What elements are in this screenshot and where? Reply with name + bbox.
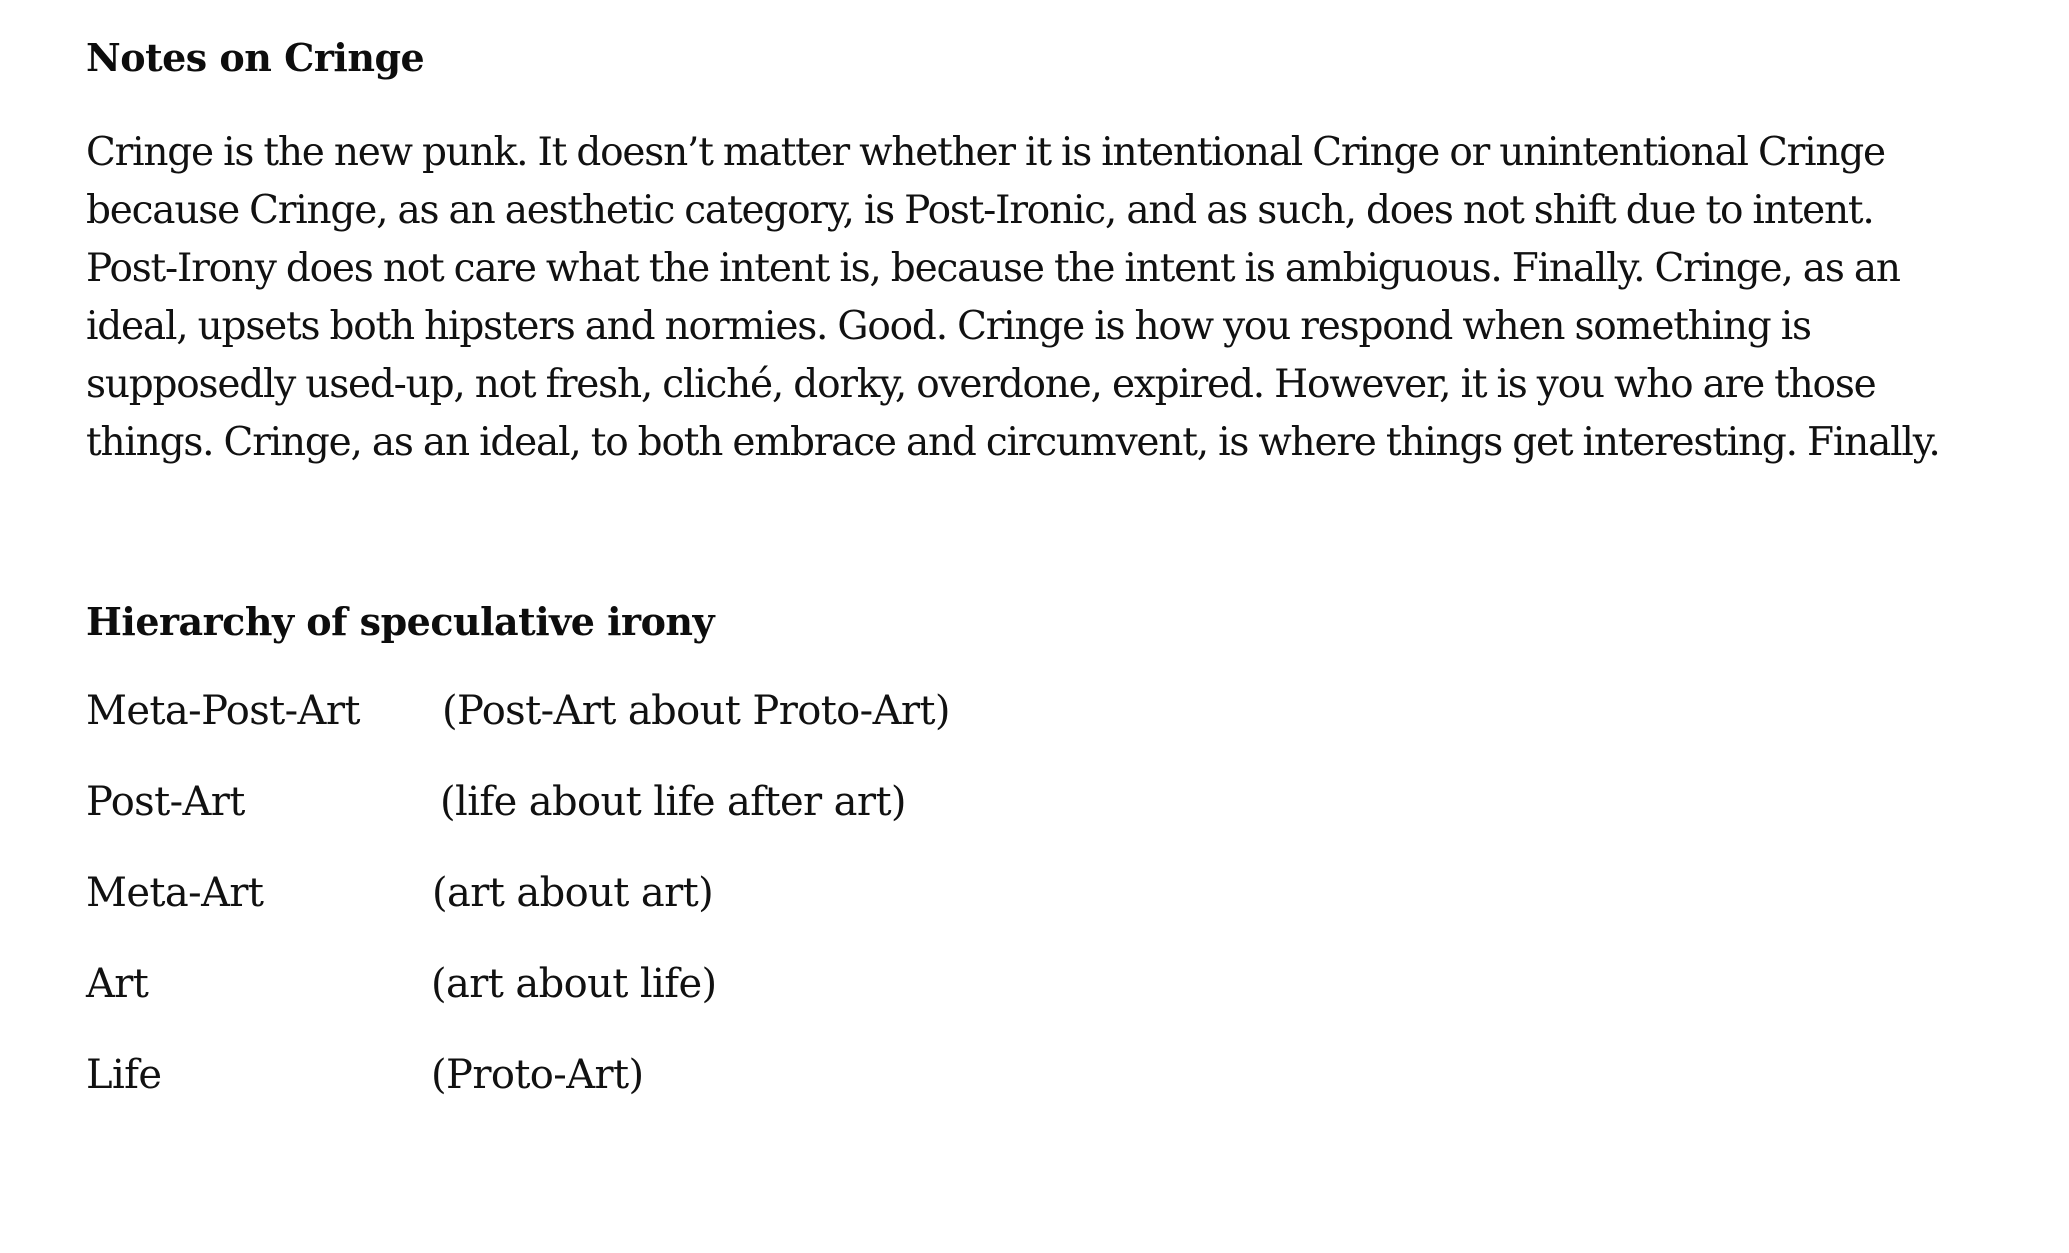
hierarchy-term: Art xyxy=(86,961,149,1007)
hierarchy-term: Meta-Art xyxy=(86,870,264,916)
paragraph-line: supposedly used-up, not fresh, cliché, dorky, overdone, expired. However, it is you who are those xyxy=(86,362,1876,407)
hierarchy-term: Post-Art xyxy=(86,779,245,825)
paragraph-line: ideal, upsets both hipsters and normies. Good. Cringe is how you respond when something is xyxy=(86,304,1811,349)
paragraph-line: Post-Irony does not care what the intent is, because the intent is ambiguous. Finally. Cringe, as an xyxy=(86,246,1900,291)
hierarchy-row xyxy=(86,1050,1286,1141)
cringe-paragraph xyxy=(86,124,2046,472)
hierarchy-term: Meta-Post-Art xyxy=(86,688,360,734)
hierarchy-row xyxy=(86,868,1286,959)
hierarchy-row xyxy=(86,686,1286,777)
hierarchy-description: (art about life) xyxy=(431,961,717,1007)
hierarchy-row xyxy=(86,777,1286,868)
hierarchy-description: (Post-Art about Proto-Art) xyxy=(442,688,950,734)
hierarchy-row xyxy=(86,959,1286,1050)
hierarchy-term: Life xyxy=(86,1052,162,1098)
document-title: Notes on Cringe xyxy=(86,35,425,80)
paragraph-line: because Cringe, as an aesthetic category, is Post-Ironic, and as such, does not shift due to intent. xyxy=(86,188,1874,233)
paragraph-line: things. Cringe, as an ideal, to both embrace and circumvent, is where things get interesting. Finally. xyxy=(86,420,1940,465)
hierarchy-description: (life about life after art) xyxy=(440,779,906,825)
hierarchy-description: (Proto-Art) xyxy=(431,1052,644,1098)
hierarchy-description: (art about art) xyxy=(432,870,714,916)
hierarchy-heading: Hierarchy of speculative irony xyxy=(86,599,715,644)
hierarchy-list xyxy=(86,686,1286,1141)
paragraph-line: Cringe is the new punk. It doesn’t matter whether it is intentional Cringe or unintentional Cringe xyxy=(86,130,1885,175)
